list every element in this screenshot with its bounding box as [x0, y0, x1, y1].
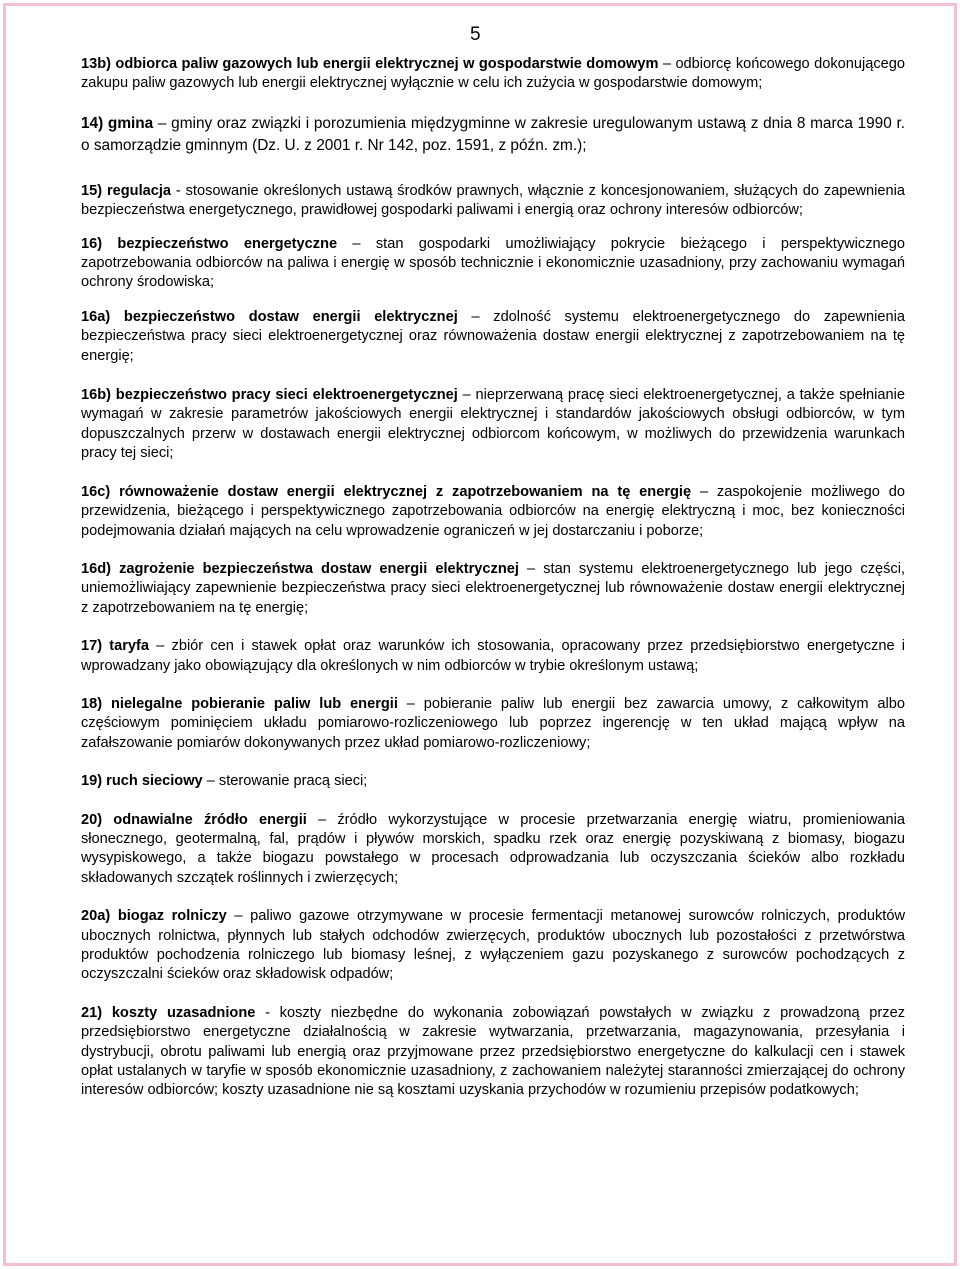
definition-dash: –	[149, 638, 172, 655]
definition-dash: –	[658, 56, 676, 72]
definition-text: stan systemu elektroenergetycznego lub jego części, uniemożliwiający zapewnienie bezpieczeństwa pracy sieci elektroenergetycznej lub równoważenie dostaw energii elektrycznej z zapotrzebowaniem na tę energię;	[81, 560, 905, 616]
definition-text: gminy oraz związki i porozumienia międzygminne w zakresie uregulowanym ustawą z dnia 8 marca 1990 r. o samorządzie gminnym (Dz. U. z 2001 r. Nr 142, poz. 1591, z późn. zm.);	[81, 114, 906, 154]
definition-21	[81, 1004, 905, 1101]
definition-text: zaspokojenie możliwego do przewidzenia, bieżącego i perspektywicznego zapotrzebowania odbiorców na energię elektryczną i moc, bez konieczności podejmowania działań mających na celu wprowadzenie ograniczeń w jej dostarczaniu i poborze;	[81, 483, 905, 539]
definition-text: paliwo gazowe otrzymywane w procesie fermentacji metanowej surowców rolniczych, produktów ubocznych rolnictwa, płynnych lub stałych odchodów zwierzęcych, produktów ubocznych lub pozostałości z przetwórstwa produktów pochodzenia rolniczego lub biomasy leśnej, z wyłączeniem gazu pozyskanego z surowców pochodzących z oczyszczalni ścieków oraz składowisk odpadów;	[81, 908, 905, 983]
definition-dash: –	[397, 695, 424, 712]
definition-dash: -	[255, 1004, 280, 1021]
definition-16d	[81, 560, 905, 618]
definition-18	[81, 695, 905, 753]
definition-dash: –	[306, 811, 338, 828]
definition-dash: –	[457, 387, 476, 404]
definition-text: zdolność systemu elektroenergetycznego do zapewnienia bezpieczeństwa pracy sieci elektroenergetycznej oraz równoważenia dostaw energii elektrycznej z zapotrzebowaniem na tę energię;	[81, 308, 905, 364]
definition-term: 21) koszty uzasadnione	[81, 1004, 256, 1021]
definition-text: stosowanie określonych ustawą środków prawnych, włącznie z koncesjonowaniem, służących do zapewnienia bezpieczeństwa energetycznego, prawidłowej gospodarki paliwami i energią oraz ochrony interesów odbiorców;	[81, 182, 905, 219]
definition-term: 20a) biogaz rolniczy	[81, 908, 227, 925]
definition-text: nieprzerwaną pracę sieci elektroenergetycznej, a także spełnianie wymagań w zakresie parametrów jakościowych energii elektrycznej i standardów jakościowych obsługi odbiorców, w tym dopuszczalnych przerw w dostawach energii elektrycznej odbiorcom końcowym, w możliwych do przewidzenia warunkach pracy tej sieci;	[81, 387, 905, 462]
definition-dash: –	[153, 114, 172, 132]
definition-text: odbiorcę końcowego dokonującego zakupu paliw gazowych lub energii elektrycznej wyłącznie w celu ich zużycia w gospodarstwie domowym;	[81, 56, 905, 92]
definition-term: 16) bezpieczeństwo energetyczne	[81, 235, 338, 252]
definition-20a	[81, 907, 905, 985]
definition-text: pobieranie paliw lub energii bez zawarcia umowy, z całkowitym albo częściowym pominięciem układu pomiarowo-rozliczeniowego lub poprzez ingerencję w ten układ mającą wpływ na zafałszowanie pomiarów dokonywanych przez układ pomiarowo-rozliczeniowy;	[81, 695, 905, 751]
definition-dash: –	[518, 560, 544, 577]
definition-16c	[81, 483, 905, 541]
definition-text: źródło wykorzystujące w procesie przetwarzania energię wiatru, promieniowania słonecznego, geotermalną, fal, prądów i pływów morskich, spadku rzek oraz energię pozyskiwaną z biomasy, biogazu wysypiskowego, a także biogazu powstałego w procesach odprowadzania lub oczyszczania ścieków albo rozkładu składowanych szczątek roślinnych i zwierzęcych;	[81, 811, 905, 886]
definition-16a	[81, 308, 905, 366]
definition-term: 16a) bezpieczeństwo dostaw energii elektrycznej	[81, 308, 458, 325]
definition-text: stan gospodarki umożliwiający pokrycie bieżącego i perspektywicznego zapotrzebowania odbiorców na paliwa i energię w sposób technicznie i ekonomicznie uzasadniony, przy zachowaniu wymagań ochrony środowiska;	[81, 235, 905, 291]
definition-term: 19) ruch sieciowy	[81, 773, 203, 790]
definition-term: 20) odnawialne źródło energii	[81, 811, 307, 828]
definition-term: 18) nielegalne pobieranie paliw lub energii	[81, 695, 398, 712]
definition-14	[81, 113, 905, 157]
definition-19	[81, 772, 905, 791]
definition-16	[81, 235, 905, 293]
definition-text: sterowanie pracą sieci;	[218, 773, 368, 790]
definition-dash: –	[691, 483, 717, 500]
definition-17	[81, 637, 905, 676]
definition-term: 16b) bezpieczeństwo pracy sieci elektroenergetycznej	[81, 387, 458, 404]
definition-term: 16d) zagrożenie bezpieczeństwa dostaw energii elektrycznej	[81, 560, 519, 577]
definition-dash: –	[202, 773, 219, 790]
definition-13b	[81, 55, 905, 94]
definition-term: 14) gmina	[81, 114, 154, 132]
page-number: 5	[470, 24, 481, 45]
definition-term: 15) regulacja	[81, 182, 172, 199]
definition-text: zbiór cen i stawek opłat oraz warunków ich stosowania, opracowany przez przedsiębiorstwo energetyczne i wprowadzany jako obowiązujący dla określonych w nim odbiorców w trybie określonym ustawą;	[81, 638, 905, 674]
definition-text: koszty niezbędne do wykonania zobowiązań powstałych w związku z prowadzoną przez przedsiębiorstwo energetyczne działalnością w zakresie wytwarzania, przetwarzania, magazynowania, przesyłania i dystrybucji, obrotu paliwami lub energią oraz przyjmowane przez przedsiębiorstwo energetyczne do kalkulacji cen i stawek opłat ustalanych w taryfie w sposób ekonomicznie uzasadniony, z zachowaniem należytej staranności zmierzającej do ochrony interesów odbiorców; koszty uzasadnione nie są kosztami uzyskania przychodów w rozumieniu przepisów podatkowych;	[81, 1004, 905, 1099]
definition-15	[81, 182, 905, 221]
definition-term: 17) taryfa	[81, 638, 150, 655]
definition-dash: –	[457, 308, 494, 325]
document-body	[81, 55, 905, 1101]
definition-20	[81, 811, 905, 889]
definition-term: 16c) równoważenie dostaw energii elektrycznej z zapotrzebowaniem na tę energię	[81, 483, 692, 500]
definition-16b	[81, 386, 905, 464]
definition-dash: –	[337, 235, 376, 252]
definition-dash: –	[226, 908, 251, 925]
definition-term: 13b) odbiorca paliw gazowych lub energii elektrycznej w gospodarstwie domowym	[81, 56, 659, 72]
definition-dash: -	[171, 182, 186, 199]
